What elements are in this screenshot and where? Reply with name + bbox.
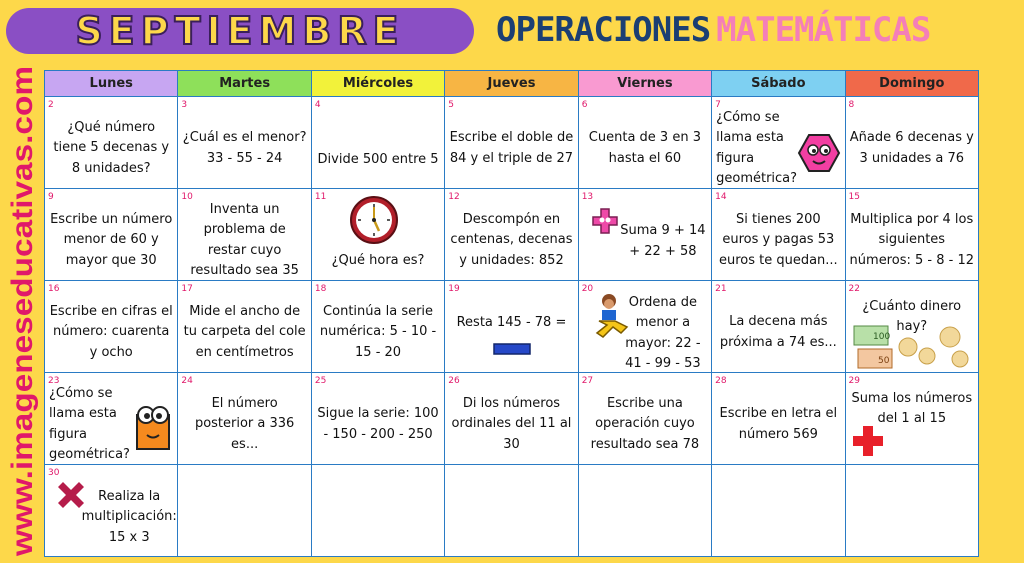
day-cell-4 xyxy=(311,97,444,189)
day-number: 2 xyxy=(48,100,54,110)
day-cell-5 xyxy=(445,97,578,189)
square-icon xyxy=(135,403,171,457)
day-activity: Escribe en cifras el número: cuarenta y ocho xyxy=(49,304,173,360)
day-number: 16 xyxy=(48,284,60,294)
empty-day-cell xyxy=(445,465,578,557)
day-number: 10 xyxy=(181,192,193,202)
day-cell-17 xyxy=(178,281,311,373)
day-cell-19 xyxy=(445,281,578,373)
day-cell-21 xyxy=(712,281,845,373)
day-number: 26 xyxy=(448,376,460,386)
day-cell-25 xyxy=(311,373,444,465)
day-number: 18 xyxy=(314,284,327,294)
day-activity: Continúa la serie numérica: 5 - 10 - 15 - 20 xyxy=(319,304,437,360)
day-cell-18 xyxy=(311,281,444,373)
day-activity: Resta 145 - 78 = xyxy=(456,315,567,331)
day-number: 24 xyxy=(181,376,193,386)
day-cell-28 xyxy=(712,373,845,465)
day-number: 9 xyxy=(48,192,54,202)
calendar-week xyxy=(45,373,979,465)
weekday-viernes: Viernes xyxy=(578,71,711,97)
day-number: 21 xyxy=(715,284,727,294)
calendar-grid xyxy=(44,70,979,557)
day-activity: ¿Cómo se llama esta figura geométrica? xyxy=(49,386,130,462)
day-number: 20 xyxy=(581,284,594,294)
calendar-week xyxy=(45,97,979,189)
day-number: 6 xyxy=(581,100,588,110)
day-number: 5 xyxy=(448,100,454,110)
day-cell-7 xyxy=(712,97,845,189)
day-activity: Inventa un problema de restar cuyo resultado sea 35 xyxy=(190,202,299,278)
day-activity: Descompón en centenas, decenas y unidades: 852 xyxy=(450,212,573,268)
calendar-week xyxy=(45,281,979,373)
day-activity: Añade 6 decenas y 3 unidades a 76 xyxy=(849,130,974,166)
day-cell-16 xyxy=(45,281,178,373)
day-number: 14 xyxy=(715,192,727,202)
weekday-miércoles: Miércoles xyxy=(311,71,444,97)
day-activity: Di los números ordinales del 11 al 30 xyxy=(451,396,572,452)
day-activity: Ordena de menor a mayor: 22 - 41 - 99 - 53 xyxy=(625,295,701,371)
calendar-week xyxy=(45,465,979,557)
red-plus-icon xyxy=(852,425,884,461)
day-cell-13 xyxy=(578,189,711,281)
day-activity: ¿Cómo se llama esta figura geométrica? xyxy=(716,110,798,186)
empty-day-cell xyxy=(578,465,711,557)
day-cell-14 xyxy=(712,189,845,281)
times-icon xyxy=(57,481,85,513)
day-cell-3 xyxy=(178,97,311,189)
hexagon-icon xyxy=(797,131,841,179)
day-activity: Realiza la multiplicación: 15 x 3 xyxy=(81,489,177,545)
day-activity: Suma los números del 1 al 15 xyxy=(851,391,973,427)
clock-icon xyxy=(349,195,399,249)
day-activity xyxy=(583,481,707,552)
day-number: 12 xyxy=(448,192,460,202)
day-cell-15 xyxy=(845,189,978,281)
day-activity: Multiplica por 4 los siguientes números: 5 - 8 - 12 xyxy=(849,212,974,268)
plus-icon xyxy=(591,207,619,239)
day-cell-2 xyxy=(45,97,178,189)
side-watermark xyxy=(2,58,42,558)
day-number: 30 xyxy=(48,468,60,478)
day-cell-26 xyxy=(445,373,578,465)
weekday-martes: Martes xyxy=(178,71,311,97)
day-cell-6 xyxy=(578,97,711,189)
day-cell-12 xyxy=(445,189,578,281)
day-cell-20 xyxy=(578,281,711,373)
day-cell-29 xyxy=(845,373,978,465)
day-activity: La decena más próxima a 74 es... xyxy=(719,314,837,350)
day-cell-24 xyxy=(178,373,311,465)
side-watermark-text: www.imageneseducativas.com xyxy=(6,115,39,556)
empty-day-cell xyxy=(845,465,978,557)
day-activity: El número posterior a 336 es... xyxy=(194,396,295,452)
day-activity: Escribe una operación cuyo resultado sea 78 xyxy=(590,396,700,452)
day-cell-27 xyxy=(578,373,711,465)
weekday-sábado: Sábado xyxy=(712,71,845,97)
day-activity xyxy=(716,481,840,552)
money-icon xyxy=(852,323,974,375)
day-activity xyxy=(316,481,440,552)
day-activity xyxy=(850,481,974,552)
day-number: 4 xyxy=(314,100,321,110)
day-cell-10 xyxy=(178,189,311,281)
minus-icon xyxy=(493,343,531,359)
day-activity: Cuenta de 3 en 3 hasta el 60 xyxy=(588,130,701,166)
kid-icon xyxy=(595,293,635,345)
title-word-1: OPERACIONES xyxy=(496,10,711,50)
day-activity xyxy=(182,481,306,552)
day-activity xyxy=(449,481,573,552)
day-cell-8 xyxy=(845,97,978,189)
svg-text:50: 50 xyxy=(877,356,889,366)
day-activity: Divide 500 entre 5 xyxy=(317,151,439,167)
day-number: 29 xyxy=(848,376,860,386)
day-number: 23 xyxy=(48,376,60,386)
day-cell-23 xyxy=(45,373,178,465)
day-number: 28 xyxy=(715,376,727,386)
day-number: 8 xyxy=(848,100,855,110)
weekday-lunes: Lunes xyxy=(45,71,178,97)
day-number: 7 xyxy=(715,100,721,110)
svg-text:100: 100 xyxy=(872,332,890,342)
day-number: 17 xyxy=(181,284,193,294)
day-number: 15 xyxy=(848,192,860,202)
month-title: SEPTIEMBRE xyxy=(75,9,405,53)
calendar-week xyxy=(45,189,979,281)
day-activity: Si tienes 200 euros y pagas 53 euros te quedan... xyxy=(718,212,838,268)
day-activity: ¿Cuál es el menor? 33 - 55 - 24 xyxy=(182,130,307,166)
empty-day-cell xyxy=(178,465,311,557)
day-activity: Escribe un número menor de 60 y mayor que 30 xyxy=(50,212,173,268)
day-activity: Escribe el doble de 84 y el triple de 27 xyxy=(449,130,574,166)
day-activity: ¿Cuánto dinero hay? xyxy=(862,299,962,335)
day-activity: Sigue la serie: 100 - 150 - 200 - 250 xyxy=(317,406,439,442)
day-activity: ¿Qué número tiene 5 decenas y 8 unidades? xyxy=(53,120,170,176)
weekday-domingo: Domingo xyxy=(845,71,978,97)
day-cell-11 xyxy=(311,189,444,281)
day-activity: Escribe en letra el número 569 xyxy=(719,406,838,442)
empty-day-cell xyxy=(712,465,845,557)
day-number: 25 xyxy=(314,376,327,386)
weekday-header xyxy=(45,71,979,97)
day-cell-22 xyxy=(845,281,978,373)
day-cell-30 xyxy=(45,465,178,557)
title-word-2: MATEMÁTICAS xyxy=(716,10,931,50)
day-number: 27 xyxy=(581,376,594,386)
day-number: 11 xyxy=(314,192,327,202)
day-number: 13 xyxy=(581,192,594,202)
weekday-jueves: Jueves xyxy=(445,71,578,97)
page-title xyxy=(496,10,930,50)
day-activity: Mide el ancho de tu carpeta del cole en centímetros xyxy=(183,304,306,360)
day-activity: Suma 9 + 14 + 22 + 58 xyxy=(620,223,706,259)
day-number: 3 xyxy=(181,100,188,110)
day-number: 19 xyxy=(448,284,460,294)
day-number: 22 xyxy=(848,284,860,294)
day-cell-9 xyxy=(45,189,178,281)
empty-day-cell xyxy=(311,465,444,557)
day-activity: ¿Qué hora es? xyxy=(331,253,425,269)
